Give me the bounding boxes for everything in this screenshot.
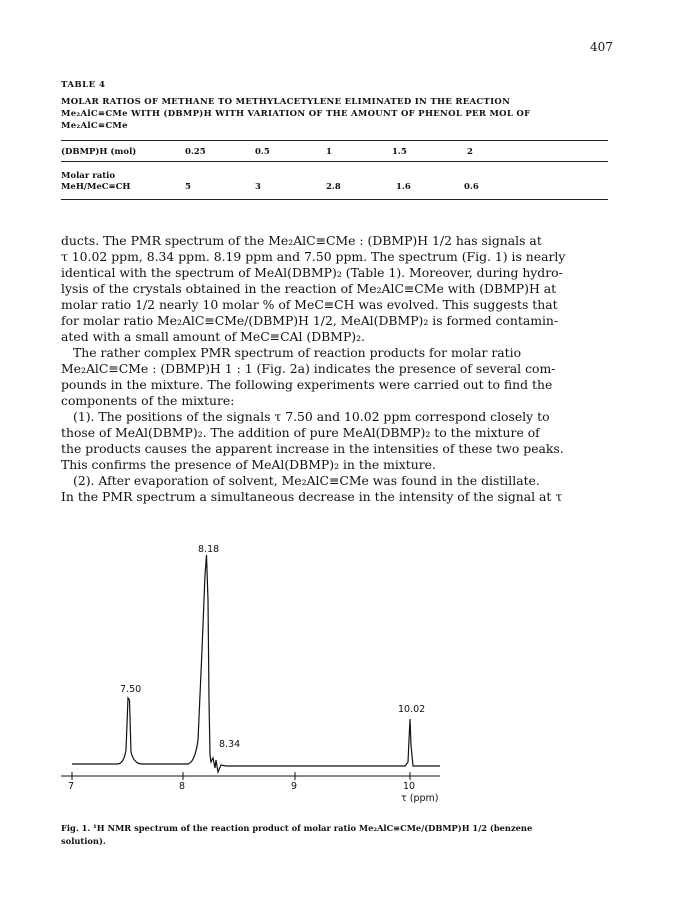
table-cell: 1.6 — [396, 182, 411, 192]
table-header-label: (DBMP)H (mol) — [61, 147, 137, 157]
table-cell: 5 — [185, 182, 191, 192]
figure-caption — [61, 822, 631, 848]
axis-tick-label: 7 — [68, 781, 75, 792]
axis-tick-label: 10 — [403, 781, 416, 792]
body-line: τ 10.02 ppm, 8.34 ppm. 8.19 ppm and 7.50 ppm. The spectrum (Fig. 1) is nearly — [61, 249, 566, 264]
body-line: This confirms the presence of MeAl(DBMP)₂ in the mixture. — [61, 457, 436, 472]
axis-tick-label: 9 — [291, 781, 298, 792]
table-caption-line: MOLAR RATIOS OF METHANE TO METHYLACETYLENE ELIMINATED IN THE REACTION — [61, 97, 511, 107]
table-cell: 2.8 — [326, 182, 341, 192]
table-label: TABLE 4 — [61, 80, 106, 90]
body-line: identical with the spectrum of MeAl(DBMP)₂ (Table 1). Moreover, during hydro- — [61, 265, 563, 280]
axis-tick-label: 8 — [179, 781, 186, 792]
body-line: The rather complex PMR spectrum of reaction products for molar ratio — [73, 345, 522, 360]
table-cell: 0.6 — [464, 182, 479, 192]
spectrum-trace — [72, 555, 440, 772]
peak-label: 10.02 — [398, 704, 426, 715]
axis-title: τ (ppm) — [401, 793, 439, 804]
body-line: ated with a small amount of MeC≡CAl (DBMP)₂. — [61, 329, 366, 344]
body-line: molar ratio 1/2 nearly 10 molar % of MeC≡CH was evolved. This suggests that — [61, 297, 558, 312]
body-line: (2). After evaporation of solvent, Me₂AlC≡CMe was found in the distillate. — [73, 473, 540, 488]
table-header-cell: 0.25 — [185, 147, 206, 157]
table-header-cell: 1 — [326, 147, 332, 157]
body-line: components of the mixture: — [61, 393, 235, 408]
body-line: ducts. The PMR spectrum of the Me₂AlC≡CMe : (DBMP)H 1/2 has signals at — [61, 233, 542, 248]
body-line: (1). The positions of the signals τ 7.50 and 10.02 ppm correspond closely to — [73, 409, 550, 424]
table-caption-line: Me₂AlC≡CMe WITH (DBMP)H WITH VARIATION OF THE AMOUNT OF PHENOL PER MOL OF — [61, 109, 531, 119]
body-line: Me₂AlC≡CMe : (DBMP)H 1 : 1 (Fig. 2a) indicates the presence of several com- — [61, 361, 556, 376]
peak-label: 7.50 — [120, 684, 142, 695]
table-caption-line: Me₂AlC≡CMe — [61, 121, 128, 131]
table-row-label: MeH/MeC≡CH — [61, 182, 131, 192]
body-line: lysis of the crystals obtained in the reaction of Me₂AlC≡CMe with (DBMP)H at — [61, 281, 557, 296]
table-header-cell: 1.5 — [392, 147, 407, 157]
table-header-cell: 0.5 — [255, 147, 270, 157]
body-line: the products causes the apparent increase in the intensities of these two peaks. — [61, 441, 564, 456]
figure-caption-line: solution). — [61, 836, 106, 846]
figure-caption-line: Fig. 1. ¹H NMR spectrum of the reaction product of molar ratio Me₂AlC≡CMe/(DBMP)H 1/2 (benzene — [61, 823, 533, 833]
table-row-label: Molar ratio — [61, 171, 116, 181]
peak-label: 8.18 — [198, 544, 220, 555]
body-line: In the PMR spectrum a simultaneous decrease in the intensity of the signal at τ — [61, 489, 563, 504]
page-number: 407 — [590, 40, 613, 54]
body-line: those of MeAl(DBMP)₂. The addition of pure MeAl(DBMP)₂ to the mixture of — [61, 425, 540, 440]
body-line: for molar ratio Me₂AlC≡CMe/(DBMP)H 1/2, MeAl(DBMP)₂ is formed contamin- — [61, 313, 559, 328]
body-line: pounds in the mixture. The following experiments were carried out to find the — [61, 377, 553, 392]
peak-label: 8.34 — [219, 739, 241, 750]
table-header-cell: 2 — [467, 147, 473, 157]
table-cell: 3 — [255, 182, 261, 192]
